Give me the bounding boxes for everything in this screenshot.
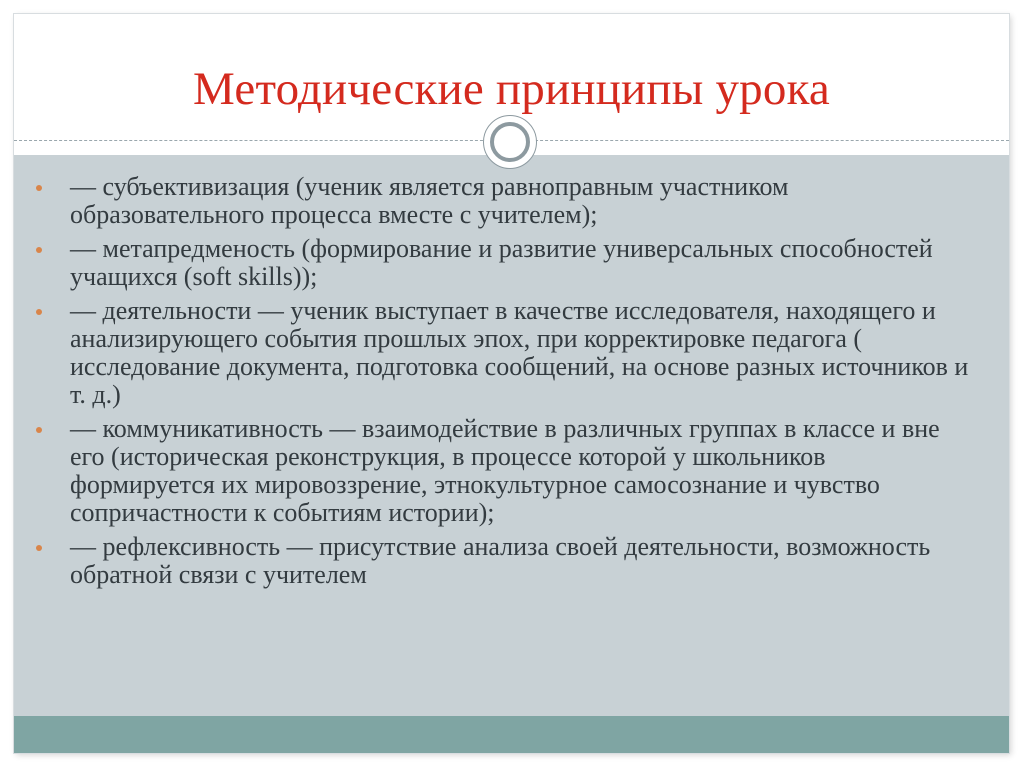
bullet-dot-icon [36,247,42,253]
bullet-list [36,173,976,595]
circle-ornament-ring [490,122,530,162]
slide-title: Методические принципы урока [193,63,830,115]
bullet-text: — субъективизация (ученик является равноправным участником образовательного процесса вместе с учителем); [70,172,789,229]
footer-bar [14,716,1009,753]
bullet-item [36,173,976,229]
bullet-text: — рефлексивность — присутствие анализа своей деятельности, возможность обратной связи с учителем [70,532,931,589]
bullet-item [36,235,976,291]
circle-ornament-icon [483,115,537,169]
bullet-dot-icon [36,545,42,551]
bullet-text: — метапредменость (формирование и развитие универсальных способностей учащихся (soft skills)); [70,234,933,291]
bullet-item [36,533,976,589]
bullet-dot-icon [36,185,42,191]
bullet-item [36,297,976,409]
bullet-text: — деятельности — ученик выступает в качестве исследователя, находящего и анализирующего события прошлых эпох, при корректировке педагога ( исследование документа, подготовка сообщений, на основе разных источников и т. д.) [70,296,969,409]
bullet-item [36,415,976,527]
bullet-dot-icon [36,309,42,315]
bullet-text: — коммуникативность — взаимодействие в различных группах в классе и вне его (историческая реконструкция, в процессе которой у школьников формируется их мировоззрение, этнокультурное самосознание и чувство сопричастности к событиям истории); [70,414,940,527]
bullet-dot-icon [36,427,42,433]
